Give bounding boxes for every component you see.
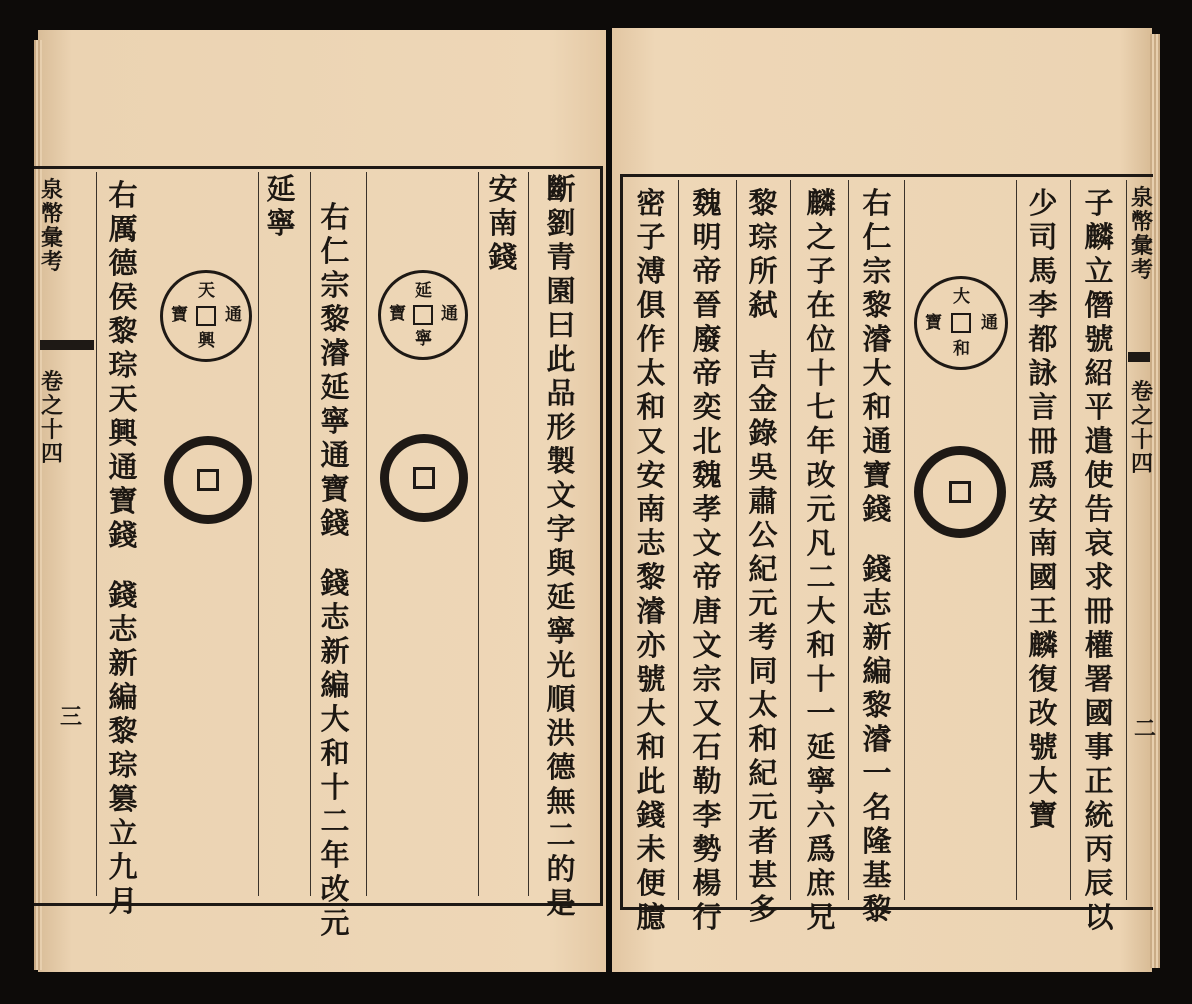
glyph: 編: [862, 654, 892, 688]
glyph: 唐: [692, 594, 722, 628]
glyph: 告: [1084, 492, 1114, 526]
coin-reverse: [380, 434, 468, 522]
column-rule: [1016, 180, 1017, 900]
glyph: 安: [636, 458, 666, 492]
glyph: 麟: [806, 186, 836, 220]
glyph: 帝: [692, 254, 722, 288]
glyph: 麟: [1084, 220, 1114, 254]
glyph: 元: [748, 586, 778, 620]
glyph: 安: [488, 172, 518, 206]
glyph: 仁: [320, 234, 350, 268]
column-rule: [310, 172, 311, 896]
glyph: 右: [108, 178, 138, 212]
glyph: 二: [546, 818, 576, 852]
coin-char: 和: [953, 339, 970, 359]
glyph: 錢: [320, 566, 350, 600]
glyph: 黎: [320, 302, 350, 336]
glyph: 子: [1084, 186, 1114, 220]
glyph: 之: [40, 393, 63, 419]
glyph: 號: [1028, 730, 1058, 764]
glyph: 庶: [806, 866, 836, 900]
glyph: 錢: [108, 518, 138, 552]
glyph: 石: [692, 730, 722, 764]
glyph: 品: [546, 376, 576, 410]
glyph: 製: [546, 444, 576, 478]
glyph: 同: [748, 654, 778, 688]
glyph: 彙: [40, 225, 63, 251]
glyph: 青: [546, 240, 576, 274]
glyph: 寧: [806, 764, 836, 798]
glyph: 和: [320, 736, 350, 770]
glyph: 四: [40, 441, 63, 467]
glyph: 字: [546, 512, 576, 546]
column-rule: [1126, 180, 1127, 900]
glyph: 德: [546, 750, 576, 784]
glyph: 元: [320, 906, 350, 940]
coin-char: 通: [441, 304, 458, 324]
glyph: 位: [806, 322, 836, 356]
glyph: 南: [636, 492, 666, 526]
glyph: 右: [862, 186, 892, 220]
glyph: 延: [266, 172, 296, 206]
glyph: 曰: [546, 308, 576, 342]
glyph: 新: [320, 634, 350, 668]
glyph: 十: [806, 356, 836, 390]
glyph: 號: [636, 662, 666, 696]
glyph: 天: [108, 382, 138, 416]
glyph: 金: [748, 382, 778, 416]
glyph: 遣: [1084, 424, 1114, 458]
glyph: 奕: [692, 390, 722, 424]
text-column: [1082, 186, 1116, 934]
glyph: 公: [748, 518, 778, 552]
glyph: 和: [862, 390, 892, 424]
glyph: 寧: [320, 404, 350, 438]
glyph: 順: [546, 682, 576, 716]
glyph: 四: [1130, 451, 1153, 477]
glyph: 之: [806, 220, 836, 254]
glyph: 九: [108, 850, 138, 884]
margin-volume: [1130, 380, 1154, 476]
glyph: 七: [806, 390, 836, 424]
glyph: 使: [1084, 458, 1114, 492]
glyph: 濬: [862, 722, 892, 756]
glyph: 和: [636, 390, 666, 424]
glyph: 延: [806, 730, 836, 764]
glyph: 泉: [40, 177, 63, 203]
glyph: 志: [636, 526, 666, 560]
glyph: 琮: [108, 348, 138, 382]
glyph: 寧: [546, 614, 576, 648]
margin-title: [1130, 186, 1154, 282]
glyph: 斷: [546, 172, 576, 206]
glyph: 卷: [40, 369, 63, 395]
glyph: 爲: [806, 832, 836, 866]
glyph: 形: [546, 410, 576, 444]
glyph: 通: [320, 438, 350, 472]
glyph: 此: [546, 342, 576, 376]
glyph: 太: [748, 688, 778, 722]
glyph: 紀: [748, 552, 778, 586]
glyph: 臆: [636, 900, 666, 934]
glyph: 黎: [108, 314, 138, 348]
glyph: 彙: [1130, 233, 1153, 259]
page-number: 二: [1134, 716, 1157, 742]
text-column: [544, 172, 578, 920]
glyph: 編: [320, 668, 350, 702]
glyph: 錢: [108, 578, 138, 612]
glyph: 考: [40, 249, 63, 275]
glyph: 洪: [546, 716, 576, 750]
glyph: 哀: [1084, 526, 1114, 560]
glyph: 十: [40, 417, 63, 443]
coin-reverse: [914, 446, 1006, 538]
glyph: 權: [1084, 628, 1114, 662]
glyph: 一: [806, 696, 836, 730]
glyph: 新: [108, 646, 138, 680]
glyph: 國: [1084, 696, 1114, 730]
glyph: 隆: [862, 824, 892, 858]
glyph: 和: [636, 730, 666, 764]
glyph: 光: [546, 648, 576, 682]
glyph: 都: [1028, 322, 1058, 356]
glyph: 年: [320, 838, 350, 872]
glyph: 興: [108, 416, 138, 450]
glyph: 之: [1130, 403, 1153, 429]
glyph: 黎: [108, 714, 138, 748]
glyph: 求: [1084, 560, 1114, 594]
glyph: 改: [320, 872, 350, 906]
glyph: 多: [748, 892, 778, 926]
glyph: 基: [862, 858, 892, 892]
glyph: 立: [1084, 254, 1114, 288]
glyph: 少: [1028, 186, 1058, 220]
glyph: 和: [748, 722, 778, 756]
glyph: 新: [862, 620, 892, 654]
glyph: 寶: [862, 458, 892, 492]
coin-char: 寧: [415, 329, 432, 349]
glyph: 勢: [692, 832, 722, 866]
margin-title: [40, 178, 64, 274]
glyph: 月: [108, 884, 138, 918]
glyph: 考: [1130, 257, 1153, 283]
glyph: 僭: [1084, 288, 1114, 322]
glyph: 言: [1028, 390, 1058, 424]
glyph: 紀: [748, 756, 778, 790]
glyph: 甚: [748, 858, 778, 892]
glyph: 改: [806, 458, 836, 492]
glyph: 冊: [1084, 594, 1114, 628]
fish-tail-mark: [40, 340, 94, 350]
glyph: 俱: [636, 288, 666, 322]
glyph: 晉: [692, 288, 722, 322]
glyph: 號: [1084, 322, 1114, 356]
glyph: 篡: [108, 782, 138, 816]
column-rule: [848, 180, 849, 900]
glyph: 錢: [488, 240, 518, 274]
glyph: 編: [108, 680, 138, 714]
glyph: 麟: [1028, 628, 1058, 662]
column-rule: [366, 172, 367, 896]
text-column: [318, 200, 352, 940]
column-rule: [904, 180, 905, 900]
glyph: 正: [1084, 764, 1114, 798]
column-rule: [1070, 180, 1071, 900]
glyph: 與: [546, 546, 576, 580]
glyph: 未: [636, 832, 666, 866]
coin-char: 通: [981, 313, 998, 333]
glyph: 宗: [692, 662, 722, 696]
coin-char: 通: [225, 305, 242, 325]
glyph: 劉: [546, 206, 576, 240]
glyph: 厲: [108, 212, 138, 246]
glyph: 行: [692, 900, 722, 934]
glyph: 司: [1028, 220, 1058, 254]
margin-volume: [40, 370, 64, 466]
glyph: 帝: [692, 560, 722, 594]
text-column: [264, 172, 298, 240]
glyph: 以: [1084, 900, 1114, 934]
glyph: 子: [806, 254, 836, 288]
glyph: 濬: [636, 594, 666, 628]
glyph: 作: [636, 322, 666, 356]
glyph: 寶: [320, 472, 350, 506]
glyph: 南: [488, 206, 518, 240]
glyph: 琮: [748, 220, 778, 254]
glyph: 元: [806, 492, 836, 526]
coin-char: 興: [198, 331, 215, 351]
glyph: 復: [1028, 662, 1058, 696]
glyph: 又: [692, 696, 722, 730]
glyph: 一: [862, 756, 892, 790]
text-column: [690, 186, 724, 934]
glyph: 園: [546, 274, 576, 308]
glyph: 濬: [320, 336, 350, 370]
glyph: 此: [636, 764, 666, 798]
glyph: 十: [806, 662, 836, 696]
glyph: 通: [862, 424, 892, 458]
glyph: 大: [636, 696, 666, 730]
glyph: 明: [692, 220, 722, 254]
glyph: 南: [1028, 526, 1058, 560]
glyph: 爲: [1028, 458, 1058, 492]
glyph: 黎: [862, 688, 892, 722]
glyph: 六: [806, 798, 836, 832]
glyph: 帝: [692, 356, 722, 390]
glyph: 詠: [1028, 356, 1058, 390]
column-rule: [258, 172, 259, 896]
glyph: 又: [636, 424, 666, 458]
text-column: [804, 186, 838, 934]
glyph: 延: [320, 370, 350, 404]
glyph: 文: [546, 478, 576, 512]
glyph: 和: [806, 628, 836, 662]
glyph: 馬: [1028, 254, 1058, 288]
glyph: 太: [636, 356, 666, 390]
text-column: [1026, 186, 1060, 832]
coin-char: 天: [198, 281, 215, 301]
glyph: 元: [748, 790, 778, 824]
glyph: 寶: [1028, 798, 1058, 832]
glyph: 魏: [692, 186, 722, 220]
glyph: 弑: [748, 288, 778, 322]
glyph: 是: [546, 886, 576, 920]
glyph: 宗: [862, 254, 892, 288]
glyph: 李: [1028, 288, 1058, 322]
coin-obverse-yanning: [378, 270, 468, 360]
glyph: 泉: [1130, 185, 1153, 211]
glyph: 國: [1028, 560, 1058, 594]
glyph: 溥: [636, 254, 666, 288]
glyph: 楊: [692, 866, 722, 900]
glyph: 平: [1084, 390, 1114, 424]
glyph: 濬: [862, 322, 892, 356]
glyph: 志: [108, 612, 138, 646]
glyph: 孝: [692, 492, 722, 526]
glyph: 辰: [1084, 866, 1114, 900]
glyph: 二: [320, 804, 350, 838]
glyph: 侯: [108, 280, 138, 314]
glyph: 密: [636, 186, 666, 220]
glyph: 吳: [748, 450, 778, 484]
glyph: 大: [320, 702, 350, 736]
coin-char: 寶: [389, 304, 406, 324]
glyph: 紹: [1084, 356, 1114, 390]
glyph: 延: [546, 580, 576, 614]
glyph: 魏: [692, 458, 722, 492]
glyph: 廢: [692, 322, 722, 356]
glyph: 丙: [1084, 832, 1114, 866]
glyph: 錢: [320, 506, 350, 540]
glyph: 署: [1084, 662, 1114, 696]
text-column: [106, 178, 140, 918]
glyph: 冊: [1028, 424, 1058, 458]
glyph: 錢: [862, 552, 892, 586]
glyph: 志: [320, 600, 350, 634]
glyph: 文: [692, 526, 722, 560]
coin-reverse: [164, 436, 252, 524]
glyph: 所: [748, 254, 778, 288]
glyph: 的: [546, 852, 576, 886]
column-rule: [736, 180, 737, 900]
glyph: 勒: [692, 764, 722, 798]
glyph: 右: [320, 200, 350, 234]
text-column: [486, 172, 520, 274]
glyph: 年: [806, 424, 836, 458]
glyph: 幣: [1130, 209, 1153, 235]
glyph: 大: [862, 356, 892, 390]
glyph: 通: [108, 450, 138, 484]
column-rule: [96, 172, 97, 896]
page-number: 三: [60, 704, 83, 730]
glyph: 二: [806, 560, 836, 594]
glyph: 黎: [862, 288, 892, 322]
glyph: 德: [108, 246, 138, 280]
glyph: 在: [806, 288, 836, 322]
glyph: 凡: [806, 526, 836, 560]
fish-tail-mark: [1128, 352, 1150, 362]
glyph: 亦: [636, 628, 666, 662]
glyph: 大: [1028, 764, 1058, 798]
glyph: 事: [1084, 730, 1114, 764]
glyph: 名: [862, 790, 892, 824]
coin-char: 大: [953, 287, 970, 307]
coin-obverse-tianxing: [160, 270, 252, 362]
glyph: 子: [636, 220, 666, 254]
text-column: [634, 186, 668, 934]
glyph: 寶: [108, 484, 138, 518]
glyph: 者: [748, 824, 778, 858]
glyph: 兄: [806, 900, 836, 934]
column-rule: [678, 180, 679, 900]
glyph: 王: [1028, 594, 1058, 628]
coin-obverse-dahe: [914, 276, 1008, 370]
glyph: 黎: [636, 560, 666, 594]
glyph: 黎: [862, 892, 892, 926]
glyph: 宗: [320, 268, 350, 302]
glyph: 考: [748, 620, 778, 654]
glyph: 卷: [1130, 379, 1153, 405]
glyph: 幣: [40, 201, 63, 227]
coin-char: 寶: [171, 305, 188, 325]
column-rule: [478, 172, 479, 896]
column-rule: [528, 172, 529, 896]
coin-char: 延: [415, 281, 432, 301]
text-column: [860, 186, 894, 926]
glyph: 錢: [636, 798, 666, 832]
glyph: 錄: [748, 416, 778, 450]
glyph: 便: [636, 866, 666, 900]
column-rule: [790, 180, 791, 900]
glyph: 大: [806, 594, 836, 628]
glyph: 安: [1028, 492, 1058, 526]
glyph: 仁: [862, 220, 892, 254]
glyph: 統: [1084, 798, 1114, 832]
glyph: 北: [692, 424, 722, 458]
glyph: 琮: [108, 748, 138, 782]
glyph: 吉: [748, 348, 778, 382]
glyph: 十: [1130, 427, 1153, 453]
glyph: 文: [692, 628, 722, 662]
glyph: 錢: [862, 492, 892, 526]
glyph: 黎: [748, 186, 778, 220]
glyph: 無: [546, 784, 576, 818]
glyph: 改: [1028, 696, 1058, 730]
glyph: 立: [108, 816, 138, 850]
glyph: 肅: [748, 484, 778, 518]
glyph: 十: [320, 770, 350, 804]
glyph: 志: [862, 586, 892, 620]
coin-char: 寶: [925, 313, 942, 333]
glyph: 李: [692, 798, 722, 832]
text-column: [746, 186, 780, 926]
glyph: 寧: [266, 206, 296, 240]
